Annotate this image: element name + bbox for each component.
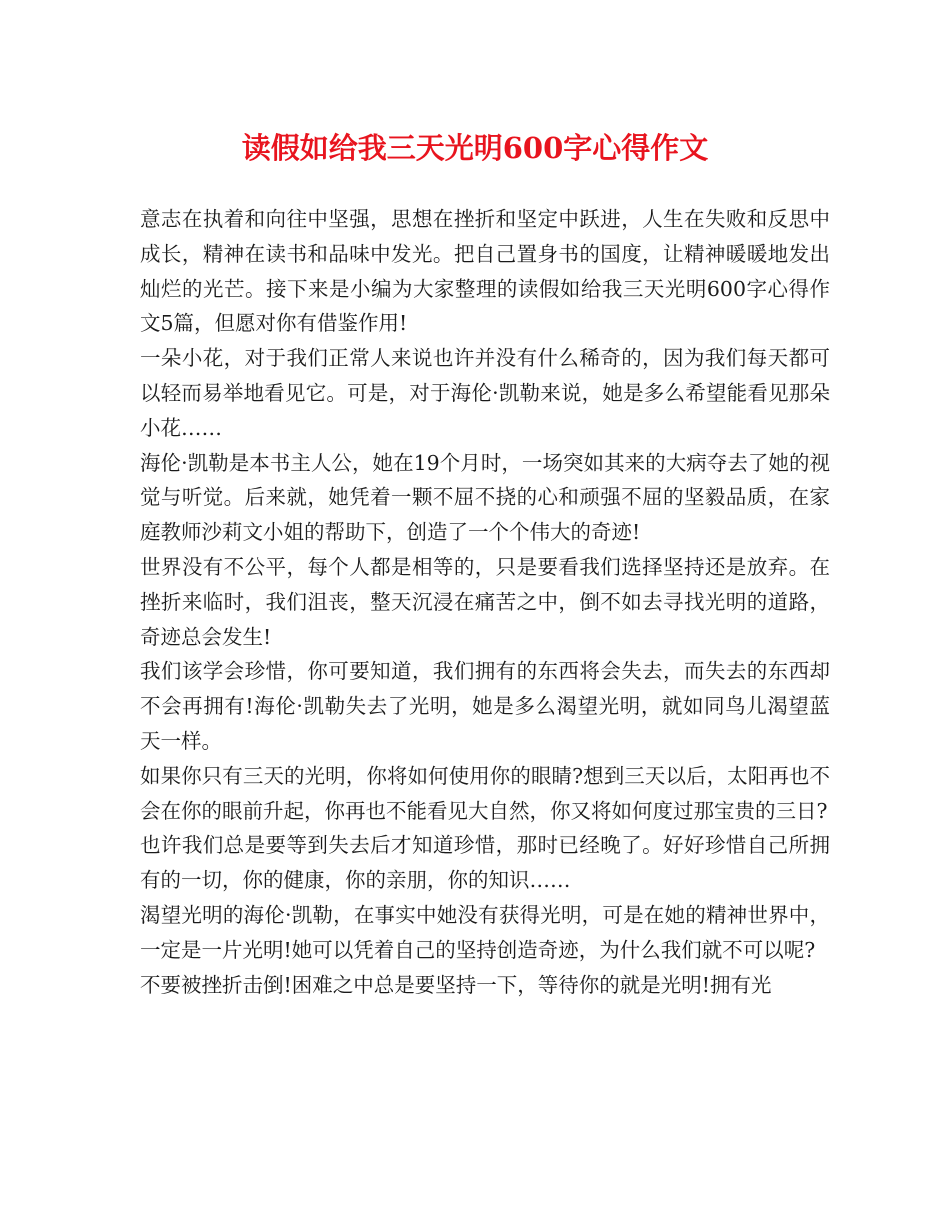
- document-body: [140, 202, 830, 1002]
- document-title: 读假如给我三天光明600字心得作文: [241, 131, 709, 165]
- paragraph-helen-keller: 海伦·凯勒是本书主人公，她在19个月时，一场突如其来的大病夺去了她的视觉与听觉。后来就，她凭着一颗不屈不挠的心和顽强不屈的坚毅品质，在家庭教师沙莉文小姐的帮助下，创造了一个个伟大的奇迹!: [140, 450, 830, 545]
- paragraph-persist: 不要被挫折击倒!困难之中总是要坚持一下，等待你的就是光明!拥有光: [140, 972, 772, 997]
- paragraph-too-late: 也许我们总是要等到失去后才知道珍惜，那时已经晚了。好好珍惜自己所拥有的一切，你的健康，你的亲朋，你的知识……: [140, 833, 830, 893]
- paragraph-intro: 意志在执着和向往中坚强，思想在挫折和坚定中跃进，人生在失败和反思中成长，精神在读书和品味中发光。把自己置身书的国度，让精神暖暖地发出灿烂的光芒。接下来是小编为大家整理的读假如给我三天光明600字心得作文5篇，但愿对你有借鉴作用!: [140, 207, 830, 336]
- paragraph-cherish: 我们该学会珍惜，你可要知道，我们拥有的东西将会失去，而失去的东西却不会再拥有!海伦·凯勒失去了光明，她是多么渴望光明，就如同鸟儿渴望蓝天一样。: [140, 659, 830, 753]
- paragraph-flower: 一朵小花，对于我们正常人来说也许并没有什么稀奇的，因为我们每天都可以轻而易举地看见它。可是，对于海伦·凯勒来说，她是多么希望能看见那朵小花……: [140, 346, 830, 440]
- paragraph-three-days: 如果你只有三天的光明，你将如何使用你的眼睛?想到三天以后，太阳再也不会在你的眼前升起，你再也不能看见大自然，你又将如何度过那宝贵的三日?: [140, 763, 830, 823]
- paragraph-spiritual-light: 渴望光明的海伦·凯勒，在事实中她没有获得光明，可是在她的精神世界中，一定是一片光明!她可以凭着自己的坚持创造奇迹，为什么我们就不可以呢?: [140, 902, 830, 962]
- paragraph-fairness: 世界没有不公平，每个人都是相等的，只是要看我们选择坚持还是放弃。在挫折来临时，我们沮丧，整天沉浸在痛苦之中，倒不如去寻找光明的道路，奇迹总会发生!: [140, 554, 830, 649]
